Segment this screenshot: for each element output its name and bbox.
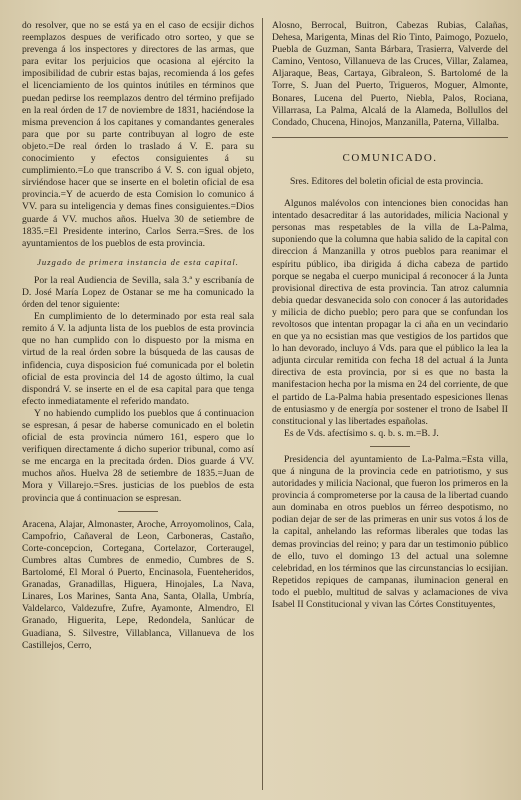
town-list: Aracena, Alajar, Almonaster, Aroche, Arroyomolinos, Cala, Campofrio, Cañaveral de Leon, Carboneras, Castaño, Corte-concepcion, Cortegana, Cortelazor, Corteraugel, Cumbres altas Cumbres de enmedio, Cumbres de S. Bartolomé, El Moral ó Puerto, Encinasola, Fuenteheridos, Granadas, Granadillas, Higuera, Hinojales, La Nava, Linares, Los Marines, Santa Ana, Santa, Olalla, Umbría, Valdelarco, Valdezufre, Zufre, Ayamonte, Almendro, El Granado, Higuerita, Lepe, Redondela, Sanlúcar de Guadiana, S. Silvestre, Villablanca, Villanueva de los Castillejos, Cerro, (22, 518, 254, 651)
right-column (272, 20, 508, 792)
signature: Es de Vds. afectísimo s. q. b. s. m.=B. J. (284, 427, 439, 439)
article-paragraph: Algunos malévolos con intenciones bien conocidas han intentado desacreditar á las autoridades, milicia Nacional y personas mas respetables de la villa de La-Palma, suponiendo que la columna que habia salido de la capital con direccion á Manzanilla y otros pueblos para reanimar el espíritu público, iba dirigida á dicha cabeza de partido porque se negaba el cuerpo municipal á reconocer á la Junta provisional directiva de esta provincia. Tan atroz calumnia debia quedar desvanecida solo con conocer á las autoridades y milicia de dicho pueblo; pero para que se confundan los revoltosos que intentan propagar la ci aña en un vecindario en que ya no ecsistian mas que vestigios de los partidos que lo han devorado, incluyo á Vds. para que el público la lea la adjunta circular remitida con fecha 18 del actual á la Junta directiva de esta provincia, por si es que no basta la manifestacion hecha por la misma en 24 del corriente, de que el partido de La-Palma habia presentado espesiciones llenas de entusiasmo y de energía por sostener el trono de Isabel II constitucional y las libertades españolas. (272, 198, 508, 427)
section-heading: Juzgado de primera instancia de esta capital. (37, 256, 239, 267)
article-paragraph: Y no habiendo cumplido los pueblos que á continuacion se espresan, á pesar de haberse comunicado en el boletin oficial de esta provincia número 161, espero que lo verifiquen directamente á dicho superior tribunal, como así se me encarga en la precitada órden. Dios guarde á VV. muchos años. Huelva 28 de setiembre de 1835.=Juan de Mora y Villarejo.=Sres. justicias de los pueblos de esta provincia que á continuacion se espresan. (22, 407, 254, 504)
article-paragraph: Por la real Audiencia de Sevilla, sala 3.ª y escribanía de D. José María Lopez de Ostanar se me ha comunicado la órden del tenor siguiente: (22, 274, 254, 311)
divider-rule (370, 446, 410, 447)
article-paragraph: Presidencia del ayuntamiento de La-Palma.=Esta villa, que á ninguna de la provincia cede en patriotismo, y sus autoridades y milicia Nacional, que fueron los primeros en la provincia á comprometerse por la causa de la libertad cuando aun dominaba en otros pueblos un férreo despotismo, no podian dejar de ser de las primeras en unir sus votos á los de la capital, anhelando las reformas liberales que todas las demas provincias del reino; y para dar un testimonio público de ello, tuvo el domingo 13 del actual una solemne celebridad, en los términos que las circunstancias lo ecsijian. Repetidos repiques de campanas, iluminacion general en todo el pueblo, multitud de salvas y aclamaciones de viva Isabel II Constitucional y vivan las Córtes Constituyentes, (272, 453, 508, 611)
left-column (22, 20, 254, 792)
divider-rule (118, 511, 158, 512)
article-paragraph: En cumplimiento de lo determinado por esta real sala remito á V. la adjunta lista de los pueblos de esta provincia que no han cumplido con lo dispuesto por la misma en virtud de la real órden sobre la búsqueda de las causas de infidencia, cuya disposicion fué comunicada por el boletin oficial de esta provincia del 14 de agosto último, la cual dispondrá V. se inserte en el de esa capital para que tenga efecto inmediatamente el referido mandato. (22, 311, 254, 407)
salutation: Sres. Editores del boletin oficial de esta provincia. (290, 175, 484, 187)
town-list-continued: Alosno, Berrocal, Buitron, Cabezas Rubias, Calañas, Dehesa, Marigenta, Minas del Rio Tinto, Paimogo, Pozuelo, Puebla de Guzman, Santa Bárbara, Trasierra, Valverde del Camino, Ventoso, Villanueva de las Cruces, Villar, Zalamea, Aljaraque, Beas, Cartaya, Gibraleon, S. Bartolomé de la Torre, S. Juan del Puerto, Trigueros, Moguer, Almonte, Bonares, Lucena del Puerto, Niebla, Palos, Rociana, Villarrasa, La Palma, Alcalá de la Alameda, Bollullos del Condado, Chucena, Hinojos, Manzanilla, Paterna, Villalba. (272, 20, 508, 128)
article-paragraph: do resolver, que no se está ya en el caso de ecsijir dichos reemplazos despues de verificado otro sorteo, y que se prevenga á los inspectores y directores de las armas, que para evitar los perjuicios que ocasiona al ejército la imposibilidad de cubrir estas bajas, recomienda á los gefes el licenciamiento de los quintos inútiles en términos que puedan pedirse los reemplazos dentro del término prefijado en la real órden de 17 de noviembre de 1831, haciéndose la misma prevencion á los capitanes y comandantes generales para que por su parte contribuyan al logro de este objeto.=De real órden lo traslado á V. E. para su conocimiento y efectos consiguientes á su cumplimiento.=Lo que transcribo á V. S. con igual objeto, sirviéndose hacer que se inserte en el boletin oficial de esa provincia.=Y de acuerdo de esta Comision lo comunico á VV. para su inteligencia y demas fines consiguientes.=Dios guarde á VV. muchos años. Huelva 30 de setiembre de 1835.=El Presidente interino, Carlos Serra.=Sres. de los ayuntamientos de los pueblos de esta provincia. (22, 20, 254, 249)
column-divider (262, 18, 263, 790)
section-title: COMUNICADO. (272, 137, 508, 164)
